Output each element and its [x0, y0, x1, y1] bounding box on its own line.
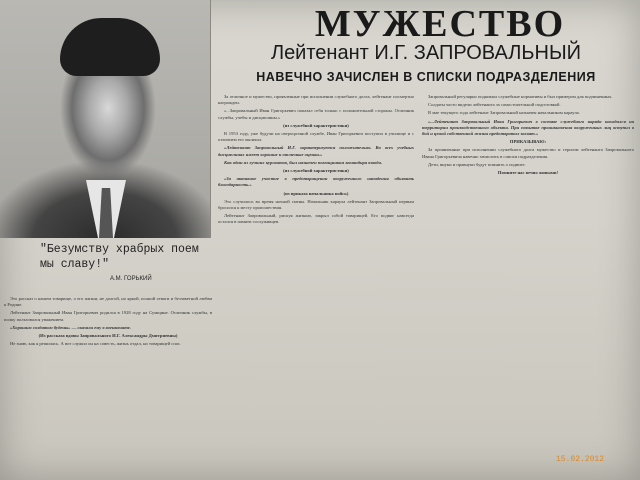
- paragraph: Это рассказ о нашем товарище, о его жизни, не долгой, но яркой, полной отваги и беззаветной любви к Родине.: [4, 296, 212, 308]
- paragraph: «Хорошим солдатом будешь» — сказали ему в военкомате.: [10, 324, 131, 330]
- paragraph: (из служебной характеристики): [283, 122, 349, 128]
- paragraph: (Из рассказа вдовы Запровального И.Г. Александры Дмитриевны): [38, 333, 178, 339]
- paragraph: Лейтенант Запровальный, рискуя жизнью, закрыл собой товарищей. Его подвиг навсегда остался в памяти сослуживцев.: [218, 213, 414, 225]
- paragraph: За отличное и мужество, проявленные при исполнении служебного долга, лейтенант посмертно награжден.: [218, 94, 414, 106]
- paragraph: ПРИКАЗЫВАЮ:: [509, 139, 547, 145]
- portrait-photo: [0, 0, 211, 238]
- story-column-right: [422, 94, 634, 480]
- paragraph: За проявленные при исполнении служебного долга мужество и героизм лейтенанта Запровального Ивана Григорьевича навечно зачислить в списки подразделения.: [422, 147, 634, 159]
- paragraph: Лейтенант Запровальный Иван Григорьевич родился в 1928 году на Сумщине. Отличник службы, в полку пользовался уважением.: [4, 310, 212, 322]
- paragraph: Помните нас вечно живыми!: [497, 170, 559, 176]
- quote-text: "Безумству храбрых поем мы славу!": [40, 243, 199, 271]
- paragraph: Дети, внуки и правнуки будут помнить о подвиге.: [428, 161, 526, 167]
- paragraph: «Лейтенант Запровальный И.Г. характеризуется положительно. Во всех учебных дисциплинах имеет хорошие и отличные оценки.»: [218, 145, 414, 157]
- story-column-middle: [218, 94, 414, 480]
- hero-name: Лейтенант И.Г. ЗАПРОВАЛЬНЫЙ: [270, 42, 582, 64]
- paragraph: Не знаю, как я решилась. А вот служил он на совесть, жизнь отдал, но товарищей спас.: [10, 341, 182, 347]
- page-title: МУЖЕСТВО: [314, 3, 566, 45]
- photo-timestamp: 15.02.2012: [556, 455, 605, 464]
- story-column-left: [4, 296, 212, 480]
- paragraph: Запровальный регулярно поднимал служебные нормативы и был примером для подчиненных.: [428, 94, 613, 99]
- paragraph: «...Запровальный Иван Григорьевич показал себя только с положительной стороны. Отличник службы, учебы и дисциплины.»: [218, 108, 414, 120]
- paragraph: (из служебной характеристики): [283, 168, 349, 174]
- portrait-hair: [60, 18, 160, 76]
- paragraph: «...Лейтенант Запровальный Иван Григорьевич в составе служебного наряда находился на территории производственного объекта. При попытке проникновения вооруженных лиц вступил в бой и ценой собственной жизни предотвратил захват.»: [422, 118, 634, 137]
- paragraph: «За активное участие в предотвращении вооруженного нападения объявить благодарность.»: [218, 176, 414, 188]
- paragraph: Это случилось во время ночной смены. Начальник караула лейтенант Запровальный первым бросился к месту происшествия.: [218, 198, 414, 211]
- paragraph: В мае текущего года лейтенант Запровальный назначен начальником караула.: [428, 110, 580, 116]
- quote-author: А.М. ГОРЬКИЙ: [110, 276, 152, 282]
- paragraph: (из приказа начальника войск): [283, 190, 349, 196]
- paragraph: В 1953 году, уже будучи на сверхсрочной службе, Иван Григорьевич поступил в училище и с отличием его окончил.: [218, 131, 414, 143]
- paragraph: Как один из лучших курсантов, был назначен помощником командира взвода.: [224, 159, 383, 165]
- paragraph: Солдаты часто видели лейтенанта за самостоятельной подготовкой.: [428, 102, 561, 108]
- gorky-quote: [40, 242, 210, 282]
- banner-text: НАВЕЧНО ЗАЧИСЛЕН В СПИСКИ ПОДРАЗДЕЛЕНИЯ: [256, 70, 596, 84]
